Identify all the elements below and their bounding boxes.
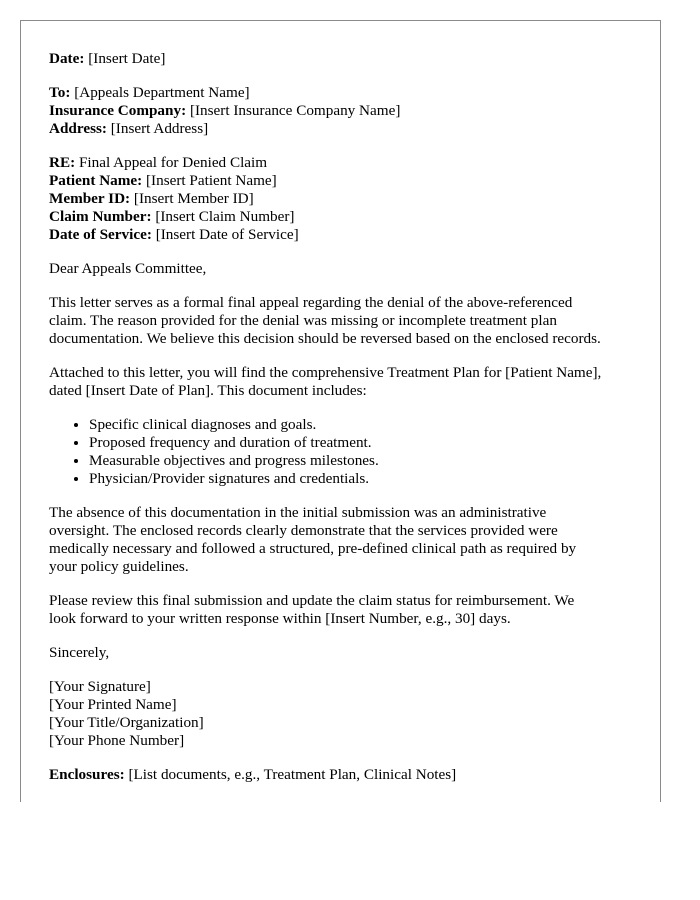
paragraph-line: claim. The reason provided for the denial was missing or incomplete treatment plan <box>49 312 557 329</box>
paragraph-line: Please review this final submission and update the claim status for reimbursement. We <box>49 592 575 609</box>
reference-block <box>49 154 639 244</box>
closing-text: Sincerely, <box>49 644 110 661</box>
paragraph-line: your policy guidelines. <box>49 558 189 575</box>
list-item: • Measurable objectives and progress milestones. <box>89 452 639 470</box>
letter-page <box>20 20 661 802</box>
paragraph-attachment <box>49 364 639 400</box>
address-value: [Insert Address] <box>110 120 209 137</box>
member-value: [Insert Member ID] <box>133 190 254 207</box>
closing <box>49 644 639 662</box>
claim-value: [Insert Claim Number] <box>155 208 295 225</box>
re-line <box>49 154 639 172</box>
list-item: • Proposed frequency and duration of treatment. <box>89 434 639 452</box>
company-value: [Insert Insurance Company Name] <box>189 102 401 119</box>
date-block <box>49 50 639 68</box>
includes-list <box>49 416 639 488</box>
paragraph-request <box>49 592 639 628</box>
letter-body <box>49 50 639 800</box>
to-line <box>49 84 639 102</box>
patient-line <box>49 172 639 190</box>
paragraph-line: documentation. We believe this decision should be reversed based on the enclosed records. <box>49 330 601 347</box>
claim-label: Claim Number: <box>49 208 152 225</box>
enclosures-label: Enclosures: <box>49 766 125 783</box>
paragraph-line: Attached to this letter, you will find the comprehensive Treatment Plan for [Patient Name], <box>49 364 602 381</box>
recipient-block <box>49 84 639 138</box>
company-label: Insurance Company: <box>49 102 187 119</box>
service-date-label: Date of Service: <box>49 226 152 243</box>
salutation-text: Dear Appeals Committee, <box>49 260 207 277</box>
enclosures-line <box>49 766 639 784</box>
salutation <box>49 260 639 278</box>
date-line <box>49 50 639 68</box>
list-item: • Physician/Provider signatures and credentials. <box>89 470 639 488</box>
service-date-line <box>49 226 639 244</box>
date-value: [Insert Date] <box>88 50 166 67</box>
printed-name-line: [Your Printed Name] <box>49 696 177 713</box>
paragraph-line: oversight. The enclosed records clearly demonstrate that the services provided were <box>49 522 558 539</box>
patient-value: [Insert Patient Name] <box>146 172 277 189</box>
paragraph-line: look forward to your written response within [Insert Number, e.g., 30] days. <box>49 610 511 627</box>
title-organization-line: [Your Title/Organization] <box>49 714 204 731</box>
claim-line <box>49 208 639 226</box>
enclosures-value: [List documents, e.g., Treatment Plan, Clinical Notes] <box>128 766 457 783</box>
paragraph-line: The absence of this documentation in the initial submission was an administrative <box>49 504 547 521</box>
service-date-value: [Insert Date of Service] <box>155 226 299 243</box>
paragraph-oversight <box>49 504 639 576</box>
to-label: To: <box>49 84 71 101</box>
member-line <box>49 190 639 208</box>
company-line <box>49 102 639 120</box>
address-label: Address: <box>49 120 107 137</box>
date-label: Date: <box>49 50 85 67</box>
address-line <box>49 120 639 138</box>
paragraph-line: medically necessary and followed a structured, pre-defined clinical path as required by <box>49 540 577 557</box>
member-label: Member ID: <box>49 190 131 207</box>
patient-label: Patient Name: <box>49 172 143 189</box>
enclosures-block <box>49 766 639 784</box>
re-value: Final Appeal for Denied Claim <box>78 154 268 171</box>
paragraph-line: dated [Insert Date of Plan]. This document includes: <box>49 382 367 399</box>
re-label: RE: <box>49 154 76 171</box>
list-item: • Specific clinical diagnoses and goals. <box>89 416 639 434</box>
paragraph-line: This letter serves as a formal final appeal regarding the denial of the above-referenced <box>49 294 573 311</box>
signature-block <box>49 678 639 750</box>
signature-line: [Your Signature] <box>49 678 151 695</box>
phone-number-line: [Your Phone Number] <box>49 732 185 749</box>
to-value: [Appeals Department Name] <box>74 84 250 101</box>
paragraph-appeal-intro <box>49 294 639 348</box>
